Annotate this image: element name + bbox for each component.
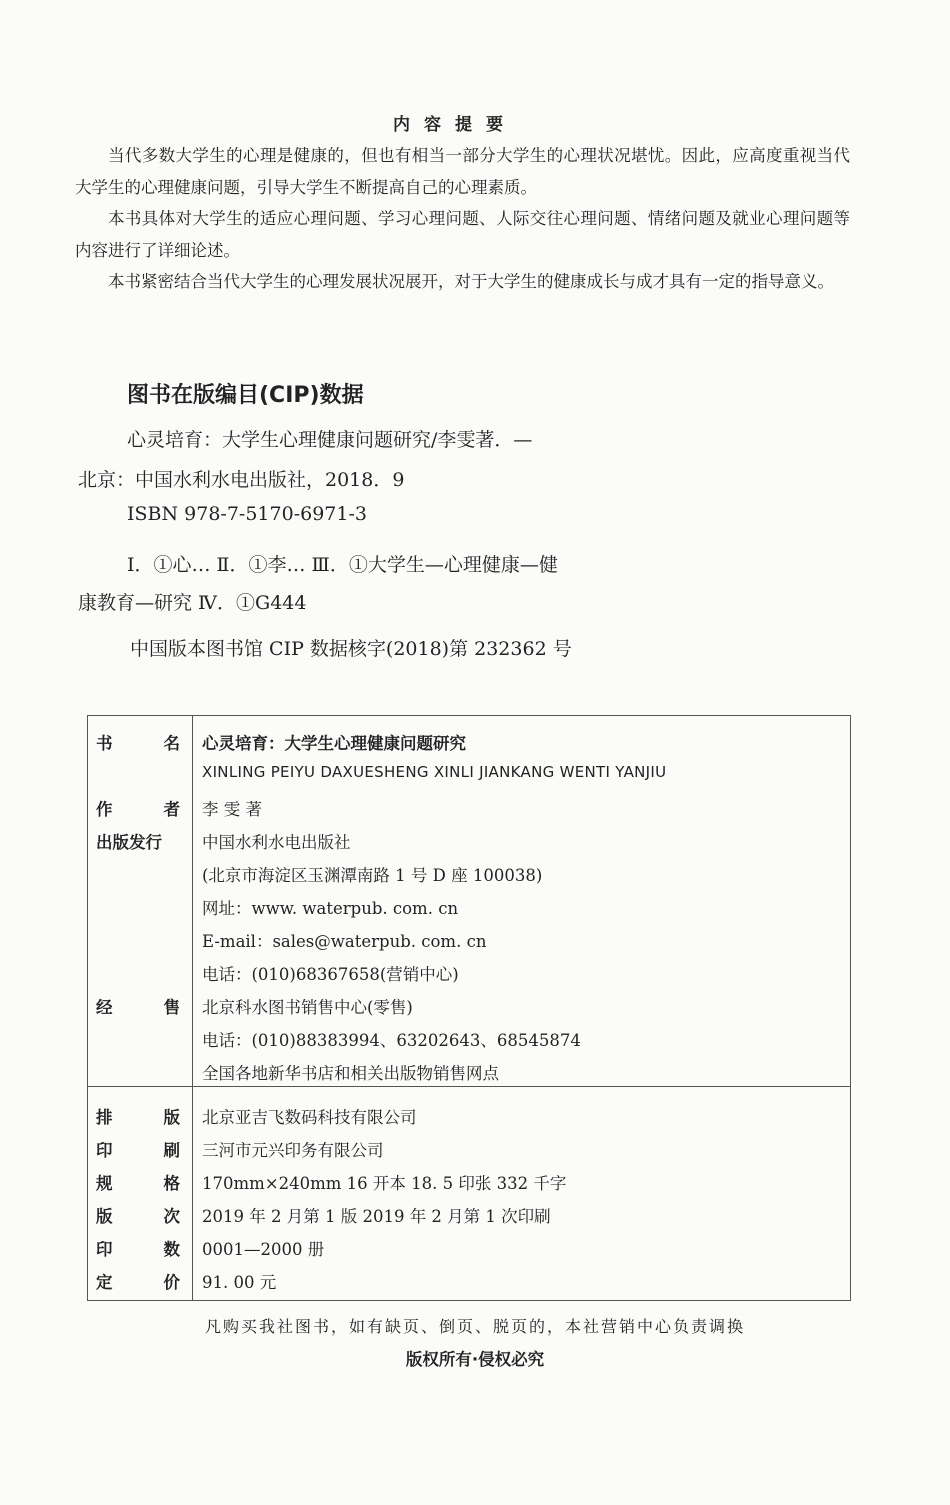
publisher-email: E-mail：sales@waterpub. com. cn (202, 932, 487, 951)
footer-copyright: 版权所有·侵权必究 (405, 1350, 545, 1369)
table-divider-horizontal (88, 1086, 850, 1087)
label-sales: 经 售 (96, 998, 180, 1017)
typesetter: 北京亚吉飞数码科技有限公司 (202, 1108, 417, 1127)
cip-line-title: 心灵培育：大学生心理健康问题研究/李雯著．— (127, 429, 533, 451)
print-count: 0001—2000 册 (202, 1240, 325, 1259)
label-publisher: 出版发行 (96, 833, 162, 852)
book-pinyin: XINLING PEIYU DAXUESHENG XINLI JIANKANG WENTI YANJIU (202, 763, 667, 781)
book-title: 心灵培育：大学生心理健康问题研究 (202, 734, 466, 753)
cip-line-isbn: ISBN 978-7-5170-6971-3 (127, 503, 367, 525)
label-spec: 规 格 (96, 1174, 180, 1193)
label-print-count: 印 数 (96, 1240, 180, 1259)
footer-exchange-note: 凡购买我社图书，如有缺页、倒页、脱页的，本社营销中心负责调换 (204, 1317, 745, 1336)
cip-line-publisher: 北京：中国水利水电出版社，2018．9 (78, 469, 405, 491)
publisher: 中国水利水电出版社 (202, 833, 351, 852)
cip-line-classification: Ⅰ．①心… Ⅱ．①李… Ⅲ．①大学生—心理健康—健 (127, 554, 558, 576)
table-divider-vertical (192, 716, 193, 1300)
book-info-table (87, 715, 851, 1301)
sales-network: 全国各地新华书店和相关出版物销售网点 (202, 1064, 499, 1083)
label-author: 作 者 (96, 800, 180, 819)
label-printing: 印 刷 (96, 1141, 180, 1160)
edition: 2019 年 2 月第 1 版 2019 年 2 月第 1 次印刷 (202, 1207, 551, 1226)
publisher-address: (北京市海淀区玉渊潭南路 1 号 D 座 100038) (202, 866, 543, 885)
summary-title: 内容提要 (393, 115, 517, 135)
summary-paragraph-1: 当代多数大学生的心理是健康的，但也有相当一部分大学生的心理状况堪忧。因此，应高度重视当代大学生的心理健康问题，引导大学生不断提高自己的心理素质。 (75, 146, 850, 197)
price: 91. 00 元 (202, 1273, 277, 1292)
label-book-title: 书 名 (96, 734, 180, 753)
summary-paragraph-2: 本书具体对大学生的适应心理问题、学习心理问题、人际交往心理问题、情绪问题及就业心理问题等内容进行了详细论述。 (75, 209, 850, 260)
label-typeset: 排 版 (96, 1108, 180, 1127)
summary-paragraph-3: 本书紧密结合当代大学生的心理发展状况展开，对于大学生的健康成长与成才具有一定的指导意义。 (108, 272, 834, 291)
publisher-phone: 电话：(010)68367658(营销中心) (202, 965, 459, 984)
printer: 三河市元兴印务有限公司 (202, 1141, 384, 1160)
seller: 北京科水图书销售中心(零售) (202, 998, 413, 1017)
label-price: 定 价 (96, 1273, 180, 1292)
summary-text (75, 140, 850, 298)
seller-phone: 电话：(010)88383994、63202643、68545874 (202, 1031, 581, 1050)
cip-line-record-number: 中国版本图书馆 CIP 数据核字(2018)第 232362 号 (130, 638, 572, 660)
cip-line-classification-cont: 康教育—研究 Ⅳ．①G444 (78, 592, 307, 614)
publisher-website: 网址：www. waterpub. com. cn (202, 899, 459, 918)
label-edition: 版 次 (96, 1207, 180, 1226)
spec: 170mm×240mm 16 开本 18. 5 印张 332 千字 (202, 1174, 567, 1193)
cip-title: 图书在版编目(CIP)数据 (127, 383, 364, 408)
author: 李 雯 著 (202, 800, 262, 819)
